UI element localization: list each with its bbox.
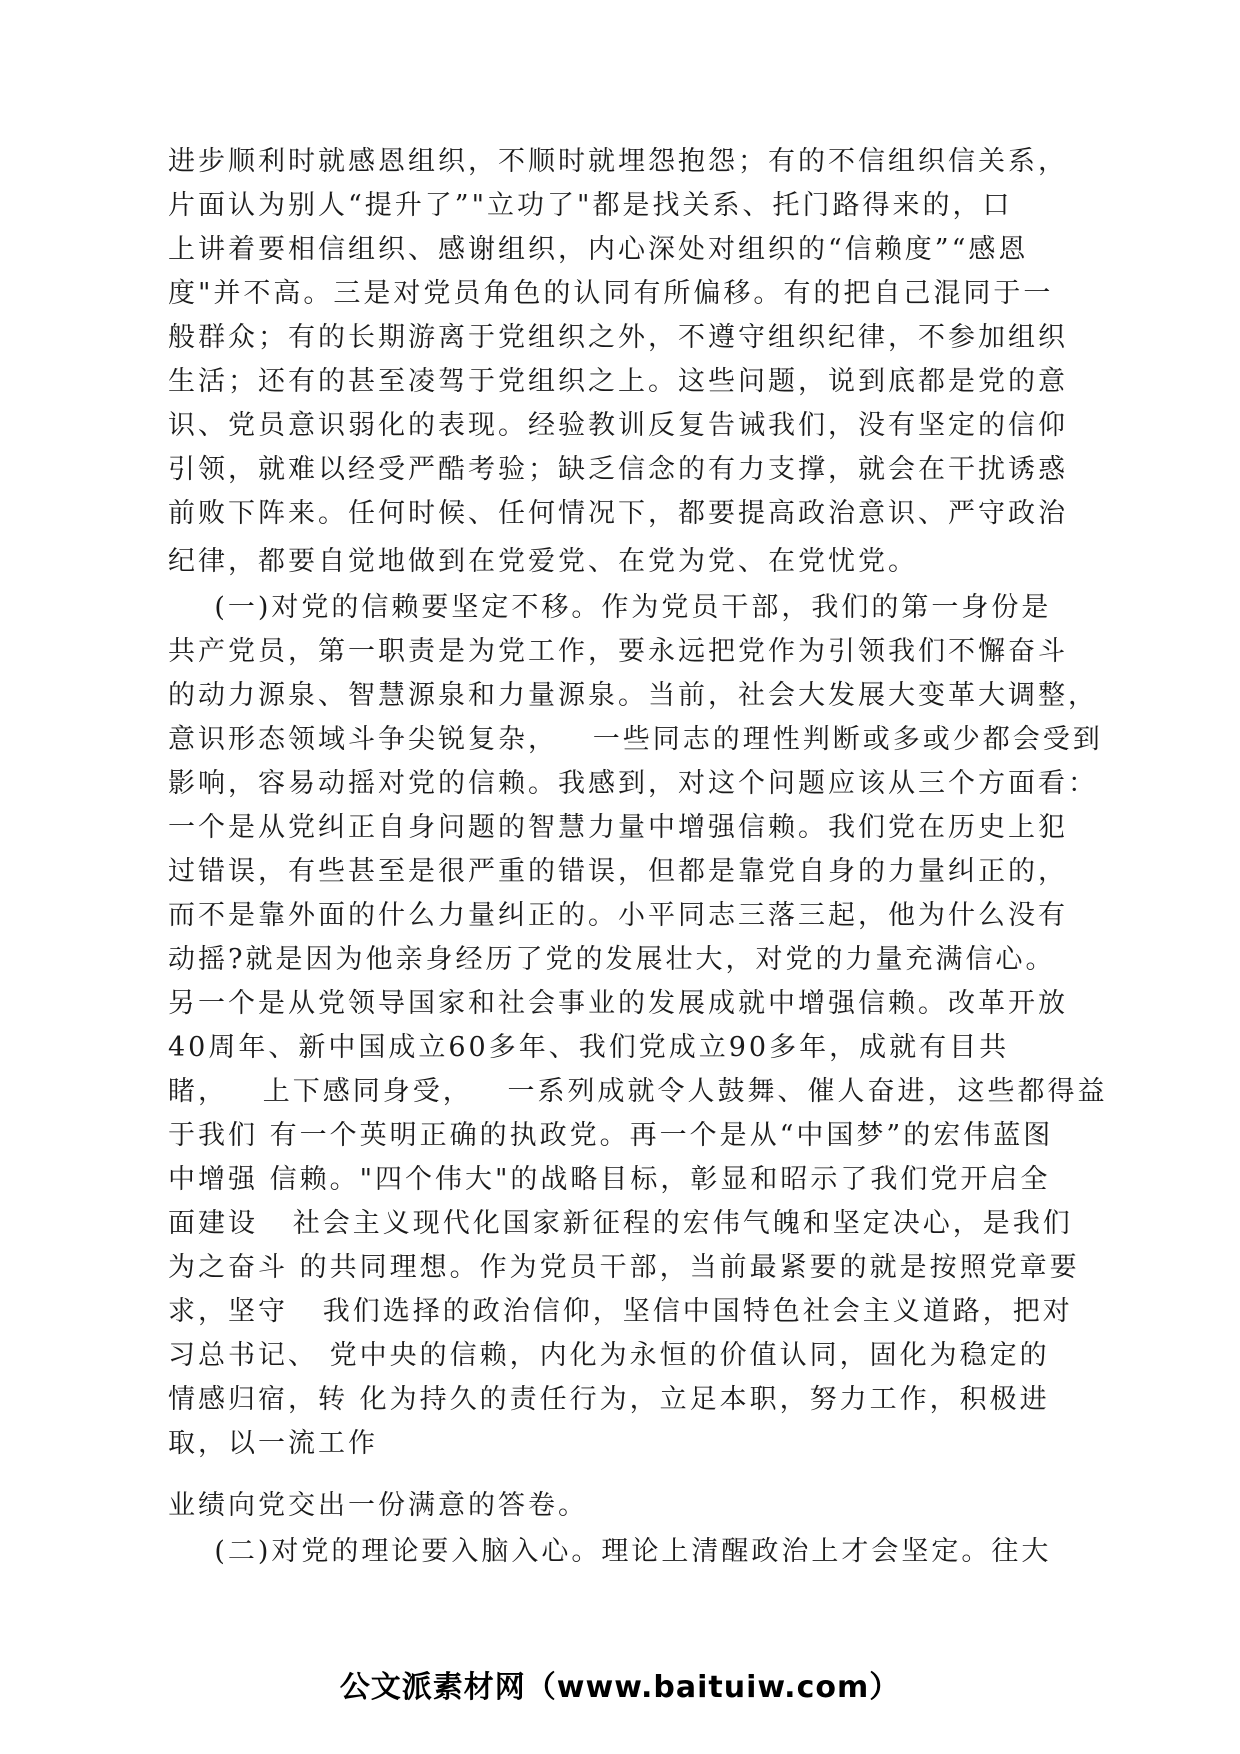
- text-line: 的动力源泉、智慧源泉和力量源泉。当前，社会大发展大变革大调整，: [168, 680, 1098, 711]
- text-line: 一个是从党纠正自身问题的智慧力量中增强信赖。我们党在历史上犯: [168, 812, 1068, 843]
- text-line: 前败下阵来。任何时候、任何情况下，都要提高政治意识、严守政治: [168, 498, 1068, 529]
- text-line: 上讲着要相信组织、感谢组织，内心深处对组织的“信赖度”“感恩: [168, 234, 1029, 265]
- text-line: 于我们 有一个英明正确的执政党。再一个是从“中国梦”的宏伟蓝图: [168, 1120, 1054, 1151]
- text-line: 生活；还有的甚至凌驾于党组织之上。这些问题，说到底都是党的意: [168, 366, 1068, 397]
- text-line: 般群众；有的长期游离于党组织之外，不遵守组织纪律，不参加组织: [168, 322, 1068, 353]
- text-line: 中增强 信赖。"四个伟大"的战略目标，彰显和昭示了我们党开启全: [168, 1164, 1051, 1195]
- text-line: 识、党员意识弱化的表现。经验教训反复告诫我们，没有坚定的信仰: [168, 410, 1068, 441]
- text-line: 业绩向党交出一份满意的答卷。: [168, 1490, 588, 1521]
- text-line: 纪律，都要自觉地做到在党爱党、在党为党、在党忧党。: [168, 546, 918, 577]
- paragraph-2-start: (二)对党的理论要入脑入心。理论上清醒政治上才会坚定。往大: [168, 1536, 1052, 1567]
- text-line: 意识形态领域斗争尖锐复杂， 一些同志的理性判断或多或少都会受到: [168, 724, 1103, 755]
- text-line: 过错误，有些甚至是很严重的错误，但都是靠党自身的力量纠正的，: [168, 856, 1068, 887]
- text-line: 取，以一流工作: [168, 1428, 378, 1459]
- text-line: 面建设 社会主义现代化国家新征程的宏伟气魄和坚定决心，是我们: [168, 1208, 1073, 1239]
- text-line: 引领，就难以经受严酷考验；缺乏信念的有力支撑，就会在干扰诱惑: [168, 454, 1068, 485]
- text-line: 另一个是从党领导国家和社会事业的发展成就中增强信赖。改革开放: [168, 988, 1068, 1019]
- footer-source-label: 公文派素材网（www.baituiw.com）: [339, 1670, 901, 1705]
- text-line: 影响，容易动摇对党的信赖。我感到，对这个问题应该从三个方面看：: [168, 768, 1098, 799]
- text-line: 为之奋斗 的共同理想。作为党员干部，当前最紧要的就是按照党章要: [168, 1252, 1080, 1283]
- text-line: 共产党员，第一职责是为党工作，要永远把党作为引领我们不懈奋斗: [168, 636, 1068, 667]
- paragraph-1-start: (一)对党的信赖要坚定不移。作为党员干部，我们的第一身份是: [168, 592, 1052, 623]
- text-line: 而不是靠外面的什么力量纠正的。小平同志三落三起，他为什么没有: [168, 900, 1068, 931]
- text-line: 求，坚守 我们选择的政治信仰，坚信中国特色社会主义道路，把对: [168, 1296, 1073, 1327]
- text-line: 习总书记、 党中央的信赖，内化为永恒的价值认同，固化为稳定的: [168, 1340, 1050, 1371]
- text-line: 睹， 上下感同身受， 一系列成就令人鼓舞、催人奋进，这些都得益: [168, 1076, 1108, 1107]
- text-line: 片面认为别人“提升了”"立功了"都是找关系、托门路得来的，口: [168, 190, 1013, 221]
- text-line: 情感归宿，转 化为持久的责任行为，立足本职，努力工作，积极进: [168, 1384, 1050, 1415]
- text-line: 进步顺利时就感恩组织，不顺时就埋怨抱怨；有的不信组织信关系，: [168, 146, 1068, 177]
- text-line: 动摇?就是因为他亲身经历了党的发展壮大，对党的力量充满信心。: [168, 944, 1056, 975]
- text-line: 度"并不高。三是对党员角色的认同有所偏移。有的把自己混同于一: [168, 278, 1054, 309]
- text-line: 40周年、新中国成立60多年、我们党成立90多年，成就有目共: [168, 1032, 1010, 1063]
